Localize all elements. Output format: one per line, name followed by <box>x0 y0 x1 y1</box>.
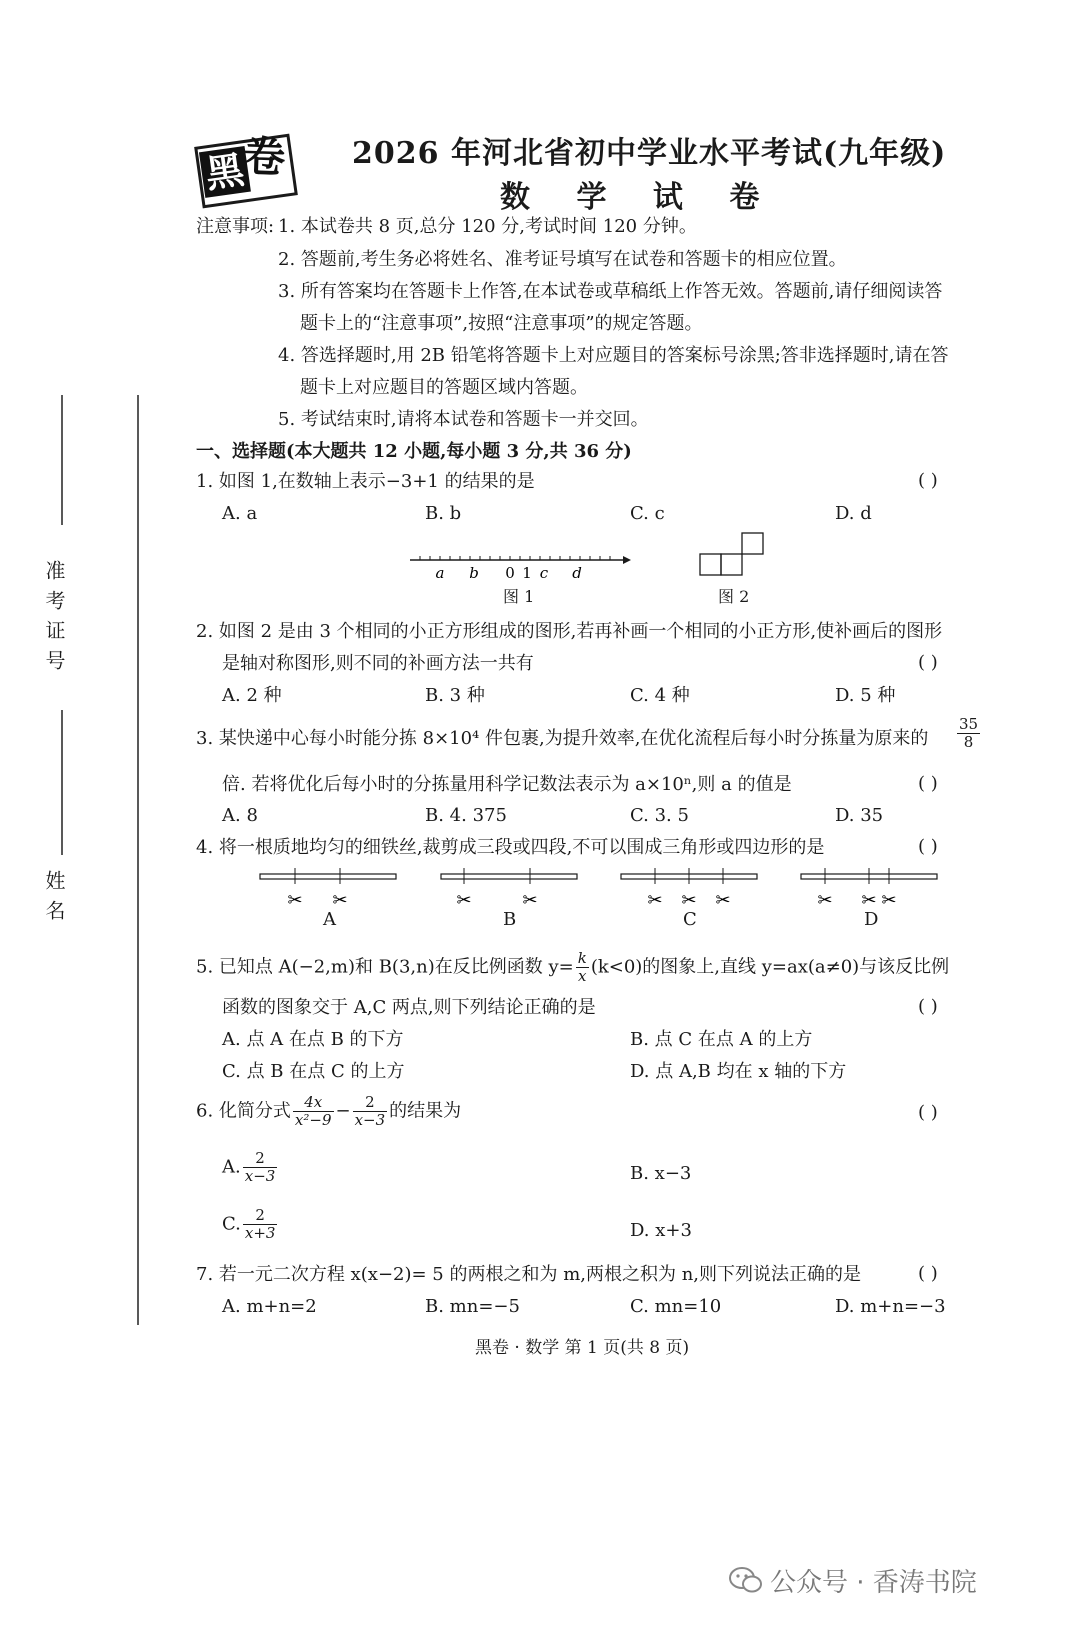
q6-text <box>196 1094 461 1129</box>
notice-label: 注意事项: <box>196 216 275 237</box>
q2-text-line1: 2. 如图 2 是由 3 个相同的小正方形组成的图形,若再补画一个相同的小正方形,使补画后的图形 <box>196 621 943 642</box>
notice-item-2: 2. 答题前,考生务必将姓名、准考证号填写在试卷和答题卡的相应位置。 <box>278 249 847 270</box>
exam-id-label: 准考证号 <box>42 560 66 680</box>
exam-subtitle: 数 学 试 卷 <box>500 180 778 215</box>
wire-figures <box>255 866 955 910</box>
scissors-icon: ✂ <box>647 890 663 910</box>
q2-answer-paren: ( ) <box>918 652 938 673</box>
fig2-caption: 图 2 <box>718 587 750 606</box>
three-squares-figure <box>698 532 768 578</box>
q5-fraction <box>576 950 589 985</box>
q7-option-d: D. m+n=−3 <box>835 1296 946 1317</box>
binding-margin <box>0 0 160 1646</box>
q6-fraction-2 <box>353 1094 388 1129</box>
q2-option-b: B. 3 种 <box>425 685 485 706</box>
q6-f2-den: x−3 <box>354 1111 386 1129</box>
q4-label-b: B <box>503 909 517 930</box>
q5-frac-den: x <box>578 967 587 985</box>
q2-text-line2: 是轴对称图形,则不同的补画方法一共有 <box>222 653 534 674</box>
stamp-text-juan: 卷 <box>242 131 287 183</box>
q6-answer-paren: ( ) <box>918 1102 938 1123</box>
scissors-icon: ✂ <box>817 890 833 910</box>
q5-option-b: B. 点 C 在点 A 的上方 <box>630 1029 813 1050</box>
q3-answer-paren: ( ) <box>918 773 938 794</box>
axis-label-1: 1 <box>522 564 532 582</box>
scissors-icon: ✂ <box>522 890 538 910</box>
q7-option-c: C. mn=10 <box>630 1296 722 1317</box>
q6-f1-num: 4x <box>293 1094 334 1112</box>
heijuan-stamp-logo <box>194 131 298 209</box>
q6-minus: − <box>335 1100 351 1122</box>
number-line-figure <box>405 548 635 588</box>
q4-answer-paren: ( ) <box>918 836 938 857</box>
q6-opt-a-num: 2 <box>243 1150 278 1168</box>
q4-label-a: A <box>323 909 336 930</box>
notice-item-1: 1. 本试卷共 8 页,总分 120 分,考试时间 120 分钟。 <box>278 216 697 237</box>
wire-a <box>260 868 396 910</box>
notice-item-3-cont: 题卡上的“注意事项”,按照“注意事项”的规定答题。 <box>300 313 703 334</box>
q6-option-c <box>222 1207 279 1242</box>
q6-option-d: D. x+3 <box>630 1220 692 1241</box>
q3-frac-num: 35 <box>959 715 979 733</box>
q6-opt-c-label: C. <box>222 1213 241 1235</box>
q5-text-b: (k<0)的图象上,直线 y=ax(a≠0)与该反比例 <box>590 956 950 978</box>
q5-text-a: 5. 已知点 A(−2,m)和 B(3,n)在反比例函数 y= <box>196 956 574 978</box>
scissors-icon: ✂ <box>456 890 472 910</box>
q5-answer-paren: ( ) <box>918 996 938 1017</box>
q1-option-b: B. b <box>425 503 462 524</box>
wire-d <box>801 868 937 910</box>
q6-opt-a-den: x−3 <box>244 1167 276 1185</box>
q6-f1-den: x²−9 <box>294 1111 332 1129</box>
q1-option-c: C. c <box>630 503 665 524</box>
section-heading: 一、选择题(本大题共 12 小题,每小题 3 分,共 36 分) <box>196 441 632 462</box>
axis-label-b: b <box>469 564 479 582</box>
q2-option-c: C. 4 种 <box>630 685 690 706</box>
q3-text-line1: 3. 某快递中心每小时能分拣 8×10⁴ 件包裹,为提升效率,在优化流程后每小时分拣量为原来的 <box>196 728 929 749</box>
q6-fraction-1 <box>293 1094 334 1129</box>
q7-option-a: A. m+n=2 <box>222 1296 317 1317</box>
q1-text: 1. 如图 1,在数轴上表示−3+1 的结果的是 <box>196 471 535 492</box>
q7-text: 7. 若一元二次方程 x(x−2)= 5 的两根之和为 m,两根之积为 n,则下列说法正确的是 <box>196 1264 862 1285</box>
q6-opt-a-label: A. <box>222 1156 241 1178</box>
q6-opt-c-num: 2 <box>243 1207 278 1225</box>
q3-frac-den: 8 <box>963 733 974 751</box>
q3-fraction <box>957 716 980 751</box>
q1-option-a: A. a <box>222 503 258 524</box>
q5-text-line2: 函数的图象交于 A,C 两点,则下列结论正确的是 <box>222 997 596 1018</box>
notice-item-5: 5. 考试结束时,请将本试卷和答题卡一并交回。 <box>278 409 649 430</box>
q6-option-b: B. x−3 <box>630 1163 692 1184</box>
exam-title: 2026 年河北省初中学业水平考试(九年级) <box>352 136 947 171</box>
scissors-icon: ✂ <box>681 890 697 910</box>
q6-opt-a-frac <box>243 1150 278 1185</box>
wechat-icon <box>728 1565 764 1595</box>
q3-text-line2: 倍. 若将优化后每小时的分拣量用科学记数法表示为 a×10ⁿ,则 a 的值是 <box>222 774 792 795</box>
name-label: 姓名 <box>42 870 66 930</box>
q6-f2-num: 2 <box>353 1094 388 1112</box>
q3-option-c: C. 3. 5 <box>630 805 689 826</box>
q5-option-d: D. 点 A,B 均在 x 轴的下方 <box>630 1061 847 1082</box>
axis-label-d: d <box>572 564 582 582</box>
q6-opt-c-frac <box>243 1207 278 1242</box>
fig1-caption: 图 1 <box>503 587 535 606</box>
q7-option-b: B. mn=−5 <box>425 1296 520 1317</box>
q1-answer-paren: ( ) <box>918 470 938 491</box>
scissors-icon: ✂ <box>881 890 897 910</box>
q2-option-d: D. 5 种 <box>835 685 896 706</box>
page-footer: 黑卷 · 数学 第 1 页(共 8 页) <box>475 1338 690 1358</box>
q2-option-a: A. 2 种 <box>222 685 282 706</box>
scissors-icon: ✂ <box>332 890 348 910</box>
watermark-text: 公众号 · 香涛书院 <box>770 1568 977 1598</box>
q6-opt-c-den: x+3 <box>244 1224 276 1242</box>
q5-option-c: C. 点 B 在点 C 的上方 <box>222 1061 405 1082</box>
q3-option-b: B. 4. 375 <box>425 805 507 826</box>
notice-item-3: 3. 所有答案均在答题卡上作答,在本试卷或草稿纸上作答无效。答题前,请仔细阅读答 <box>278 281 943 302</box>
axis-label-0: 0 <box>505 564 515 582</box>
q3-option-d: D. 35 <box>835 805 884 826</box>
q7-answer-paren: ( ) <box>918 1263 938 1284</box>
axis-label-a: a <box>435 564 445 582</box>
axis-label-c: c <box>539 564 549 582</box>
scissors-icon: ✂ <box>287 890 303 910</box>
scissors-icon: ✂ <box>861 890 877 910</box>
stamp-text-hei: 黑 <box>199 146 251 198</box>
q4-text: 4. 将一根质地均匀的细铁丝,裁剪成三段或四段,不可以围成三角形或四边形的是 <box>196 837 825 858</box>
q3-option-a: A. 8 <box>222 805 258 826</box>
q6-option-a <box>222 1150 279 1185</box>
scissors-icon: ✂ <box>715 890 731 910</box>
q6-suffix: 的结果为 <box>389 1100 462 1122</box>
wire-c <box>621 868 757 910</box>
notice-item-4-cont: 题卡上对应题目的答题区域内答题。 <box>300 377 588 398</box>
wire-b <box>441 868 577 910</box>
q4-label-c: C <box>683 909 697 930</box>
q5-option-a: A. 点 A 在点 B 的下方 <box>222 1029 404 1050</box>
q1-option-d: D. d <box>835 503 872 524</box>
notice-item-4: 4. 答选择题时,用 2B 铅笔将答题卡上对应题目的答案标号涂黑;答非选择题时,请在答 <box>278 345 949 366</box>
q5-text-line1 <box>196 950 949 985</box>
q5-frac-num: k <box>577 949 587 967</box>
q4-label-d: D <box>864 909 879 930</box>
q6-prefix: 6. 化简分式 <box>196 1100 291 1122</box>
